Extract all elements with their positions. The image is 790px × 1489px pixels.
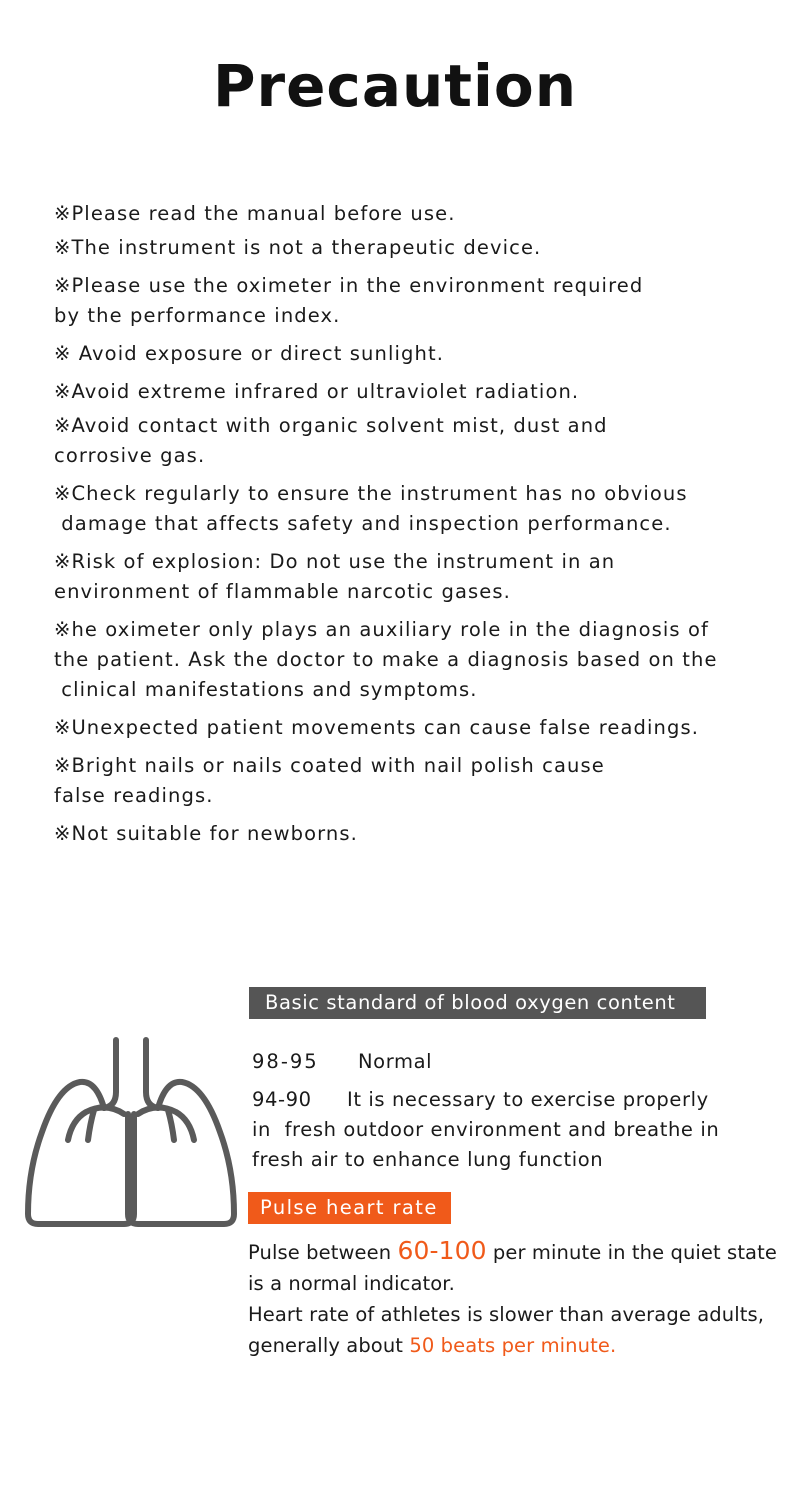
precaution-item: ※Avoid extreme infrared or ultraviolet radiation. xyxy=(54,380,580,403)
page-title: Precaution xyxy=(212,52,577,120)
oxygen-range-row xyxy=(252,1085,719,1175)
precaution-item: ※Unexpected patient movements can cause false readings. xyxy=(54,716,700,739)
precaution-item: ※he oximeter only plays an auxiliary role in the diagnosis of the patient. Ask the doctor to make a diagnosis based on the clinical manifestations and symptoms. xyxy=(54,618,718,701)
precaution-item: ※Please read the manual before use. xyxy=(54,202,456,225)
blood-oxygen-heading: Basic standard of blood oxygen content xyxy=(249,987,706,1019)
precaution-item: ※Check regularly to ensure the instrument has no obvious damage that affects safety and inspection performance. xyxy=(54,482,688,535)
oxygen-range-row xyxy=(252,1047,432,1077)
athlete-heart-rate: 50 beats per minute. xyxy=(409,1334,617,1357)
pulse-description xyxy=(248,1235,788,1361)
precaution-item: ※Avoid contact with organic solvent mist, dust and corrosive gas. xyxy=(54,414,608,467)
pulse-heart-rate-heading: Pulse heart rate xyxy=(248,1192,451,1224)
precaution-list xyxy=(54,199,774,857)
oxygen-range-value: 94-90 xyxy=(252,1088,312,1111)
pulse-text: per minute in the quiet state is a normal indicator. Heart rate of athletes is slower than average adults, generally about xyxy=(248,1241,777,1357)
oxygen-range-value: 98-95 xyxy=(252,1050,319,1073)
pulse-normal-range: 60-100 xyxy=(397,1236,487,1265)
lungs-icon xyxy=(24,1036,238,1230)
precaution-item: ※Bright nails or nails coated with nail polish cause false readings. xyxy=(54,754,605,807)
precaution-item: ※Risk of explosion: Do not use the instrument in an environment of flammable narcotic gases. xyxy=(54,550,616,603)
precaution-item: ※Please use the oximeter in the environment required by the performance index. xyxy=(54,274,644,327)
oxygen-range-text: It is necessary to exercise properly in fresh outdoor environment and breathe in fresh air to enhance lung function xyxy=(252,1088,720,1171)
precaution-item: ※ Avoid exposure or direct sunlight. xyxy=(54,342,444,365)
pulse-text: Pulse between xyxy=(248,1241,398,1264)
oxygen-range-text: Normal xyxy=(358,1050,433,1073)
precaution-item: ※The instrument is not a therapeutic device. xyxy=(54,236,542,259)
precaution-item: ※Not suitable for newborns. xyxy=(54,822,358,845)
